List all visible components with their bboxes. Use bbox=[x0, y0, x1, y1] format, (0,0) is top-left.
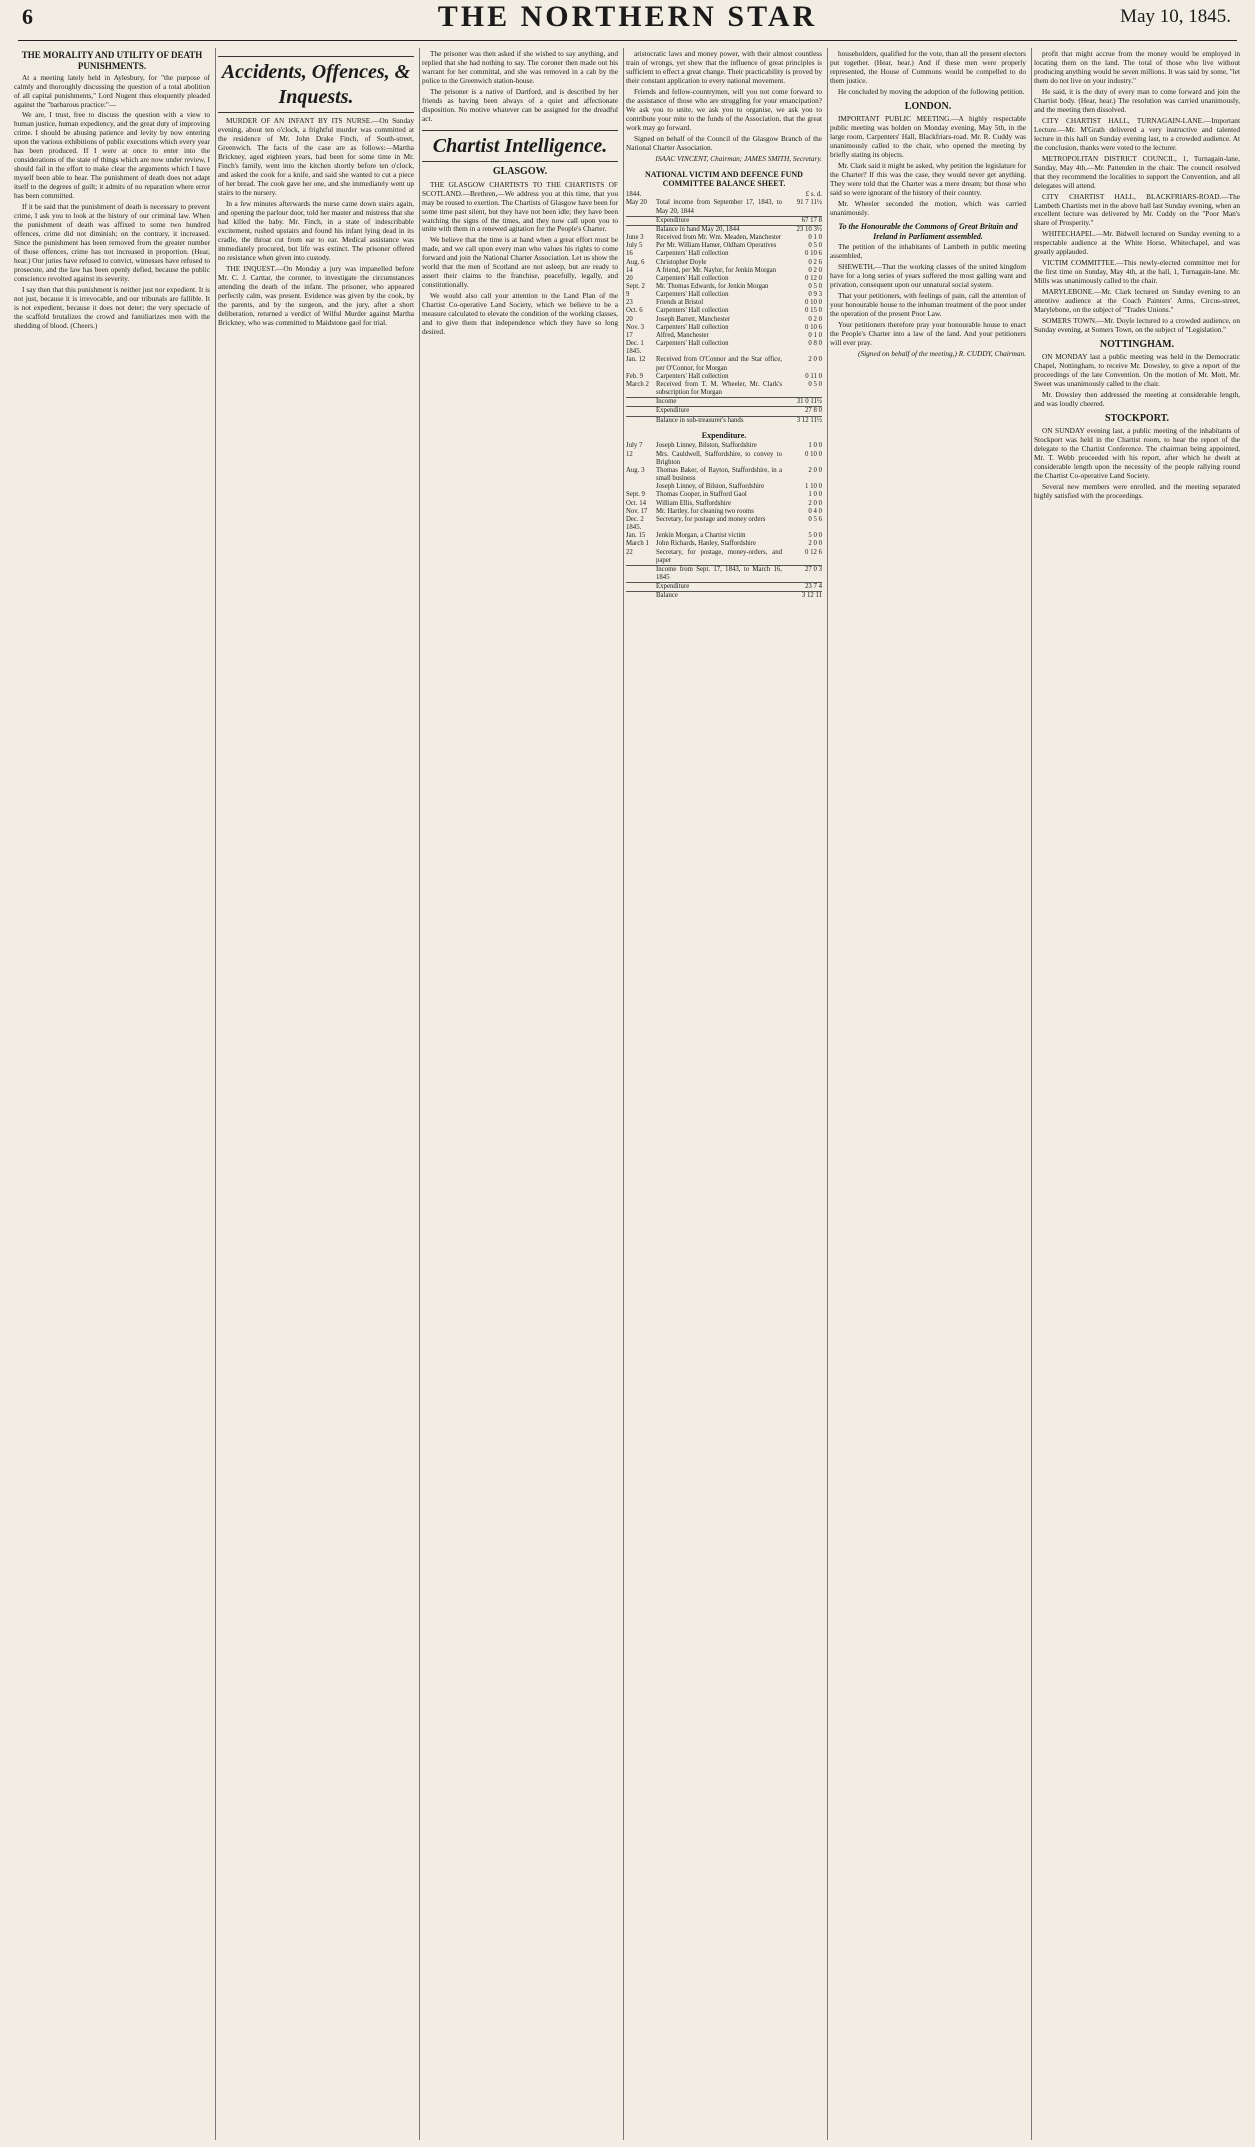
ledger-amount: 0 8 0 bbox=[808, 340, 822, 348]
ledger-row bbox=[626, 532, 822, 540]
ledger-description: Income bbox=[656, 398, 677, 406]
ledger-amount bbox=[782, 348, 822, 356]
ledger-date: March 1 bbox=[626, 540, 649, 548]
article-body bbox=[422, 181, 618, 337]
masthead-rule bbox=[18, 40, 1237, 41]
ledger-description: Joseph Linney, of Bilston, Staffordshire bbox=[656, 483, 765, 491]
london-report bbox=[830, 115, 1026, 218]
ledger-row bbox=[626, 242, 822, 250]
expenditure-ledger bbox=[626, 442, 822, 600]
ledger-date: 1845. bbox=[626, 524, 642, 532]
column-6 bbox=[1034, 50, 1240, 2138]
paragraph: profit that might accrue from the money would be employed in locating them on the land. The total of those who live without producing anything would be seven millions. It was said by some, "let them do not live on your industry." bbox=[1034, 50, 1240, 85]
column-5 bbox=[830, 50, 1026, 2138]
ledger-row bbox=[626, 416, 822, 425]
ledger-row bbox=[626, 592, 822, 601]
ledger-description: William Ellis, Staffordshire bbox=[656, 499, 731, 507]
ledger-date: 1845. bbox=[626, 348, 642, 356]
ledger-date bbox=[626, 398, 656, 407]
paragraph: WHITECHAPEL.—Mr. Bidwell lectured on Sunday evening to a respectable audience at the White Horse, Whitechapel, and was greatly applauded. bbox=[1034, 229, 1240, 257]
paragraph: That your petitioners, with feelings of pain, call the attention of your honourable house to the inhuman treatment of the poor under the operation of the present Poor Law. bbox=[830, 291, 1026, 319]
ledger-date: Jan. 12 bbox=[626, 356, 646, 364]
nottingham-report bbox=[1034, 353, 1240, 409]
ledger-description: Carpenters' Hall collection bbox=[656, 250, 729, 258]
ledger-row bbox=[626, 508, 822, 516]
paragraph: He said, it is the duty of every man to come forward and join the Chartist body. (Hear, hear.) The resolution was carried unanimously, and the meeting then dissolved. bbox=[1034, 86, 1240, 114]
paragraph: CITY CHARTIST HALL, TURNAGAIN-LANE.—Important Lecture.—Mr. M'Grath delivered a very instructive and talented lecture in this hall on Sunday evening last, to a crowded audience. At the conclusion, thanks were voted to the lecturer. bbox=[1034, 115, 1240, 152]
ledger-amount: 0 4 0 bbox=[808, 507, 822, 515]
paragraph: IMPORTANT PUBLIC MEETING.—A highly respectable public meeting was holden on Monday evening, May 5th, in the large room, Carpenters' Hall, Blackfriars-road. Mr. R. Cuddy was unanimously called to the chair, who opened the meeting by briefly stating its objects. bbox=[830, 114, 1026, 160]
ledger-date: Dec. 1 bbox=[626, 340, 644, 348]
article-body bbox=[218, 117, 414, 327]
ledger-row bbox=[626, 500, 822, 508]
article-body bbox=[1034, 50, 1240, 115]
ledger-date bbox=[626, 407, 656, 416]
ledger-description: Received from O'Connor and the Star office, per O'Connor, for Morgan bbox=[656, 356, 782, 372]
ledger-amount: 1 10 0 bbox=[805, 483, 822, 491]
subheading-stockport: STOCKPORT. bbox=[1104, 413, 1169, 425]
ledger-amount: 0 11 0 bbox=[805, 372, 822, 380]
column-rule bbox=[419, 48, 420, 2140]
paragraph: THE GLASGOW CHARTISTS TO THE CHARTISTS OF SCOTLAND.—Brethren,—We address you at this time, that you may be roused to exertion. The Chartists of Glasgow have been for some time past silent, but they have not been idle; they have been watching the signs of the times, and they now call upon you to unite with them in a renewed agitation for the People's Charter. bbox=[422, 179, 618, 234]
ledger-description: Carpenters' Hall collection bbox=[656, 274, 729, 282]
paragraph: THE INQUEST.—On Monday a jury was impanelled before Mr. C. J. Carttar, the coroner, to investigate the circumstances attending the death of the infant. The prisoner, who appeared perfectly calm, was present. Evidence was given by the cook, by the parents, and by the surgeon, and the jury, after a short deliberation, returned a verdict of Wilful Murder against Martha Brickney, who was committed to Maidstone gaol for trial. bbox=[218, 263, 414, 327]
ledger-date: Oct. 6 bbox=[626, 307, 643, 315]
subheading-london: LONDON. bbox=[904, 100, 952, 112]
ledger-amount: 67 17 8 bbox=[801, 216, 822, 224]
ledger-row bbox=[626, 583, 822, 592]
column-rule bbox=[623, 48, 624, 2140]
ledger-description: Received from T. M. Wheeler, Mr. Clark's subscription for Morgan bbox=[656, 380, 782, 397]
ledger-description: Christopher Doyle bbox=[656, 258, 707, 266]
article-body bbox=[626, 50, 822, 153]
ledger-amount: 0 2 6 bbox=[808, 258, 822, 266]
ledger-row bbox=[626, 483, 822, 491]
ledger-description: Expenditure bbox=[656, 407, 690, 415]
ledger-date bbox=[626, 483, 656, 491]
column-3 bbox=[422, 50, 618, 2138]
ledger-row bbox=[626, 283, 822, 291]
ledger-amount: 27 0 3 bbox=[805, 565, 822, 573]
ledger-description: Expenditure bbox=[656, 583, 690, 591]
ledger-description: Balance bbox=[656, 592, 678, 600]
ledger-row bbox=[626, 524, 822, 532]
ledger-date: Oct. 14 bbox=[626, 499, 647, 507]
paragraph: If it be said that the punishment of death is necessary to prevent crime, I ask you to look at the history of our criminal law. When the punishment of death was affixed to some two hundred offences, crime did not diminish; on the contrary, it increased. Since the punishment has been removed from the greater number of those offences, crime has not increased in proportion. (Hear, hear.) Our juries have refused to convict, witnesses have refused to prosecute, and the law has been openly defied, because the public conscience revolted against its severity. bbox=[14, 202, 210, 283]
ledger-amount: 23 10 3½ bbox=[796, 225, 822, 233]
ledger-amount: 1 0 0 bbox=[808, 442, 822, 450]
ledger-amount: 0 10 6 bbox=[805, 250, 822, 258]
ledger-description: Total income from September 17, 1843, to May 20, 1844 bbox=[656, 199, 782, 215]
ledger-row bbox=[626, 299, 822, 307]
ledger-date: 12 bbox=[626, 450, 633, 458]
ledger-description bbox=[656, 524, 782, 532]
ledger-amount: 0 12 0 bbox=[805, 274, 822, 282]
newspaper-title: THE NORTHERN STAR bbox=[437, 0, 818, 33]
ledger-row bbox=[626, 516, 822, 524]
ledger-description: Thomas Baker, of Rayton, Staffordshire, in a small business bbox=[656, 466, 782, 483]
stockport-report bbox=[1034, 427, 1240, 501]
ledger-date: July 5 bbox=[626, 242, 643, 250]
ledger-row bbox=[626, 267, 822, 275]
ledger-date: Sept. 9 bbox=[626, 491, 645, 499]
ledger-date: 17 bbox=[626, 331, 633, 339]
paragraph: The prisoner was then asked if she wished to say anything, and replied that she had nothing to say. The coroner then made out his warrant for her committal, and she was removed in a cab by the police to the Greenwich station-house. bbox=[422, 50, 618, 85]
ledger-description bbox=[656, 191, 782, 199]
ledger-amount: 2 0 0 bbox=[808, 499, 822, 507]
paragraph: ON MONDAY last a public meeting was held in the Democratic Chapel, Nottingham, to receive Mr. Dowsley, to give a report of the proceedings of the late Convention. On the motion of Mr. Mott, Mr. Sweet was unanimously called to the chair. bbox=[1034, 352, 1240, 389]
paragraph: In a few minutes afterwards the nurse came down stairs again, and opening the parlour door, told her master and mistress that she had killed the baby. Mr. Finch, in a state of indescribable excitement, rushed upstairs and found his infant lying dead in its cradle, the throat cut from ear to ear. Medical assistance was immediately procured, but life was extinct. The prisoner offered no resistance when given into custody. bbox=[218, 198, 414, 262]
ledger-date: Nov. 17 bbox=[626, 507, 648, 515]
signature: ISAAC VINCENT, Chairman; JAMES SMITH, Secretary. bbox=[655, 153, 822, 163]
ledger-description: Per Mr. William Hamer, Oldham Operatives bbox=[656, 242, 777, 250]
petition-text bbox=[830, 243, 1026, 348]
ledger-row bbox=[626, 565, 822, 582]
ledger-amount: 0 9 3 bbox=[808, 291, 822, 299]
expenditure-title: Expenditure. bbox=[701, 430, 747, 440]
ledger-row bbox=[626, 398, 822, 407]
ledger-date bbox=[626, 216, 656, 225]
ledger-date bbox=[626, 592, 656, 601]
petition-title: To the Honourable the Commons of Great Britain and Ireland in Parliament assembled. bbox=[838, 221, 1018, 241]
ledger-description: Thomas Cooper, in Stafford Gaol bbox=[656, 491, 747, 499]
ledger-date bbox=[626, 225, 656, 234]
paragraph: aristocratic laws and money power, with their almost countless train of wrongs, yet shew that the influence of great principles is sufficient to effect a great change. Their practicability is proved by their constant application to every national movement. bbox=[626, 50, 822, 85]
ledger-date: 22 bbox=[626, 548, 633, 556]
column-rule bbox=[1031, 48, 1032, 2140]
paragraph: SHEWETH,—That the working classes of the united kingdom have for a long series of years suffered the most galling want and privation, consequent upon our unnatural social system. bbox=[830, 262, 1026, 290]
ledger-description: Joseph Linney, Bilston, Staffordshire bbox=[656, 442, 757, 450]
ledger-amount: 1 0 0 bbox=[808, 491, 822, 499]
ledger-amount: 0 10 0 bbox=[805, 299, 822, 307]
ledger-date: Sept. 2 bbox=[626, 283, 645, 290]
paragraph: ON SUNDAY evening last, a public meeting of the inhabitants of Stockport was held in the Chartist room, to hear the report of the delegate to the Chartist Conference. The chairman being appointed, Mr. T. Webb proceeded with his report, after which he dwelt at considerable length upon the necessity of the people rallying round the Chartist Co-operative Land Society. bbox=[1034, 426, 1240, 481]
ledger-description: Mr. Hartley, for cleaning two rooms bbox=[656, 507, 754, 515]
ledger-description: Carpenters' Hall collection bbox=[656, 372, 729, 380]
section-heading-accidents: Accidents, Offences, & Inquests. bbox=[218, 56, 414, 113]
column-2 bbox=[218, 50, 414, 2138]
paragraph: We would also call your attention to the Land Plan of the Chartist Co-operative Land Society, which we believe to be a measure calculated to elevate the condition of the working classes, and to give them that independence which they have so long desired. bbox=[422, 291, 618, 337]
ledger-row bbox=[626, 491, 822, 499]
ledger-row bbox=[626, 324, 822, 332]
ledger-date: March 2 bbox=[626, 380, 649, 388]
ledger-date: July 7 bbox=[626, 442, 643, 450]
ledger-date: Jan. 15 bbox=[626, 532, 646, 540]
ledger-description: Carpenters' Hall collection bbox=[656, 323, 729, 331]
paragraph: CITY CHARTIST HALL, BLACKFRIARS-ROAD.—The Lambeth Chartists met in the above hall last Sunday evening, when an excellent lecture was delivered by Mr. Cuddy on the "Poor Man's share of Prosperity." bbox=[1034, 191, 1240, 228]
meeting-notices bbox=[1034, 117, 1240, 335]
ledger-row bbox=[626, 259, 822, 267]
article-body bbox=[830, 50, 1026, 97]
issue-date: May 10, 1845. bbox=[1120, 6, 1231, 27]
ledger-description bbox=[656, 348, 782, 356]
ledger-row bbox=[626, 467, 822, 483]
ledger-row bbox=[626, 540, 822, 548]
ledger-row bbox=[626, 234, 822, 242]
article-heading-death-punishments: THE MORALITY AND UTILITY OF DEATH PUNISHMENTS. bbox=[21, 50, 203, 71]
ledger-description: Carpenters' Hall collection bbox=[656, 340, 729, 348]
ledger-date: 20 bbox=[626, 274, 633, 282]
ledger-description: Carpenters' Hall collection bbox=[656, 307, 729, 315]
ledger-description: Secretary, for postage, money-orders, and paper bbox=[656, 548, 782, 564]
paragraph: At a meeting lately held in Aylesbury, for "the purpose of calmly and thoroughly discussing the question of a total abolition of all capital punishments," Lord Nugent thus eloquently pleaded against the "barbarous practice:"— bbox=[14, 72, 210, 109]
ledger-row bbox=[626, 225, 822, 234]
ledger-date bbox=[626, 416, 656, 425]
paragraph: Friends and fellow-countrymen, will you not come forward to the assistance of those who are struggling for your emancipation? We ask you to unite, we ask you to organise, we ask you to contribute your mite to the funds of the Association, that the great work may go forward. bbox=[626, 86, 822, 132]
ledger-description: Mr. Thomas Edwards, for Jenkin Morgan bbox=[656, 283, 769, 290]
ledger-date: 23 bbox=[626, 299, 633, 307]
ledger-description: Income from Sept. 17, 1843, to March 16, 1845 bbox=[656, 565, 782, 581]
ledger-row bbox=[626, 407, 822, 416]
masthead bbox=[0, 0, 1255, 42]
ledger-date: Nov. 3 bbox=[626, 323, 645, 331]
ledger-date: May 20 bbox=[626, 199, 647, 207]
ledger-date: 14 bbox=[626, 266, 633, 274]
ledger-description: Friends at Bristol bbox=[656, 299, 704, 307]
fund-balance-sheet-title: NATIONAL VICTIM AND DEFENCE FUND COMMITTEE BALANCE SHEET. bbox=[645, 169, 803, 189]
ledger-amount: 3 12 11 bbox=[801, 592, 822, 600]
ledger-amount: 0 2 0 bbox=[808, 266, 822, 274]
ledger-row bbox=[626, 250, 822, 258]
paragraph: The petition of the inhabitants of Lambeth in public meeting assembled, bbox=[830, 242, 1026, 261]
ledger-row bbox=[626, 216, 822, 225]
paragraph: He concluded by moving the adoption of the following petition. bbox=[838, 86, 1025, 96]
ledger-description: Joseph Barrett, Manchester bbox=[656, 315, 731, 323]
ledger-description: Expenditure bbox=[656, 216, 690, 224]
ledger-description: Carpenters' Hall collection bbox=[656, 291, 729, 299]
ledger-amount bbox=[782, 524, 822, 532]
ledger-amount: 0 1 0 bbox=[808, 234, 822, 242]
paragraph: We are, I trust, free to discuss the question with a view to human justice, human expediency, and the great duty of improving crime. I should be abusing patience and levity by now entering upon the various exhibitions of public executions which every year has been produced. If I were at once to enter into the considerations of the state of things which are now under review, I should fail in the effort to make clear the arguments which I have myself been able to hear. The punishment of death does not adapt itself to the degrees of guilt; it admits of no reparation where error has been committed. bbox=[14, 110, 210, 201]
paragraph: Mr. Clark said it might be asked, why petition the legislature for the Charter? If this was the case, they would never get anything. They were told that the Charter was a mere dream; but those who said so were ignorant of the history of their country. bbox=[830, 160, 1026, 197]
ledger-description: Alfred, Manchester bbox=[656, 331, 709, 339]
column-1 bbox=[14, 50, 210, 2138]
ledger-date: Dec. 2 bbox=[626, 515, 644, 523]
ledger-row bbox=[626, 307, 822, 315]
ledger-row bbox=[626, 356, 822, 372]
section-heading-chartist-intelligence: Chartist Intelligence. bbox=[422, 130, 618, 163]
ledger-date: 20 bbox=[626, 315, 633, 323]
paragraph: SOMERS TOWN.—Mr. Doyle lectured to a crowded audience, on Sunday evening, at Somers Town, on the subject of "Legislation." bbox=[1034, 316, 1240, 335]
ledger-row bbox=[626, 348, 822, 356]
income-ledger bbox=[626, 191, 822, 424]
ledger-description: Mrs. Cauldwell, Staffordshire, to convey to Brighton bbox=[656, 450, 782, 466]
ledger-row bbox=[626, 199, 822, 216]
ledger-row bbox=[626, 381, 822, 398]
ledger-date: Aug. 6 bbox=[626, 258, 645, 266]
ledger-date: Aug. 3 bbox=[626, 466, 645, 474]
paragraph: MARYLEBONE.—Mr. Clark lectured on Sunday evening to an attentive audience at the Coach Painters' Arms, Circus-street, Marylebone, on the subject of "Trades Unions." bbox=[1034, 287, 1240, 315]
ledger-date: 1844. bbox=[626, 191, 642, 199]
ledger-amount: 23 7 4 bbox=[805, 583, 822, 591]
ledger-description: John Richards, Hanley, Staffordshire bbox=[656, 540, 757, 548]
ledger-amount: 5 0 0 bbox=[808, 532, 822, 540]
subheading-glasgow: GLASGOW. bbox=[492, 166, 548, 178]
subheading-nottingham: NOTTINGHAM. bbox=[1099, 339, 1175, 351]
article-body bbox=[14, 74, 210, 331]
ledger-amount: 2 0 0 bbox=[808, 356, 822, 364]
ledger-amount: 27 8 0 bbox=[805, 407, 822, 415]
ledger-description: Received from Mr. Wm. Meaden, Manchester bbox=[656, 234, 782, 242]
column-4 bbox=[626, 50, 822, 2138]
ledger-amount: 0 1 0 bbox=[808, 331, 822, 339]
ledger-row bbox=[626, 549, 822, 566]
ledger-row bbox=[626, 373, 822, 381]
paragraph: The prisoner is a native of Dartford, and is described by her friends as having been always of a quiet and affectionate disposition. No motive whatever can be assigned for the dreadful act. bbox=[422, 86, 618, 123]
paragraph: Your petitioners therefore pray your honourable house to enact the People's Charter into a law of the land. And your petitioners will ever pray. bbox=[830, 320, 1026, 348]
column-rule bbox=[827, 48, 828, 2140]
ledger-date bbox=[626, 583, 656, 592]
ledger-amount: 0 12 6 bbox=[805, 548, 822, 556]
ledger-description: Jenkin Morgan, a Chartist victim bbox=[656, 532, 746, 540]
ledger-description: Balance in hand May 20, 1844 bbox=[656, 225, 740, 233]
paragraph: We believe that the time is at hand when a great effort must be made, and we call upon every man who values his rights to come forward and join the National Charter Association. Let us show the world that the men of Scotland are not asleep, but are ready to assert their claims to the franchise, peacefully, legally, and constitutionally. bbox=[422, 235, 618, 290]
ledger-amount: 0 5 0 bbox=[808, 242, 822, 250]
ledger-amount: £ s. d. bbox=[805, 191, 822, 199]
ledger-description: Balance in sub-treasurer's hands bbox=[656, 416, 744, 424]
page-number: 6 bbox=[22, 4, 33, 29]
ledger-amount: 0 15 0 bbox=[805, 307, 822, 315]
paragraph: householders, qualified for the vote, than all the present electors put together. (Hear, hear.) And if these men were properly represented, the House of Commons would be compelled to do them justice. bbox=[830, 50, 1026, 85]
paragraph: Signed on behalf of the Council of the Glasgow Branch of the National Charter Association. bbox=[626, 133, 822, 152]
ledger-amount: 0 10 0 bbox=[805, 450, 822, 458]
ledger-date: Feb. 9 bbox=[626, 372, 643, 380]
ledger-date bbox=[626, 565, 656, 582]
ledger-amount: 2 0 0 bbox=[808, 540, 822, 548]
column-rule bbox=[215, 48, 216, 2140]
ledger-row bbox=[626, 332, 822, 340]
ledger-amount: 2 0 0 bbox=[808, 466, 822, 474]
ledger-row bbox=[626, 316, 822, 324]
ledger-date: 16 bbox=[626, 250, 633, 258]
ledger-amount: 91 7 11½ bbox=[796, 199, 822, 207]
ledger-date: June 3 bbox=[626, 234, 644, 242]
ledger-date: 9 bbox=[626, 291, 630, 299]
ledger-row bbox=[626, 451, 822, 467]
signature: (Signed on behalf of the meeting,) R. CUDDY, Chairman. bbox=[858, 349, 1026, 359]
paragraph: Mr. Wheeler seconded the motion, which was carried unanimously. bbox=[830, 198, 1026, 217]
ledger-amount: 0 2 0 bbox=[808, 315, 822, 323]
ledger-amount: 0 10 6 bbox=[805, 323, 822, 331]
paragraph: Several new members were enrolled, and the meeting separated highly satisfied with the proceedings. bbox=[1034, 482, 1240, 501]
ledger-description: Secretary, for postage and money orders bbox=[656, 515, 766, 523]
ledger-amount: 0 5 0 bbox=[808, 380, 822, 388]
paragraph: MURDER OF AN INFANT BY ITS NURSE.—On Sunday evening, about ten o'clock, a frightful murder was committed at the residence of Mr. John Drake Finch, of South-street, Greenwich. The facts of the case are as follows:—Martha Brickney, aged eighteen years, had been for some time in Mr. Finch's family, went into the kitchen shortly before ten o'clock, and asked the cook for a knife, and said she wanted to cut a piece of her bread. The cook gave her one, and she immediately went up stairs to the nursery. bbox=[218, 116, 414, 197]
ledger-amount: 0 5 0 bbox=[808, 283, 822, 290]
ledger-row bbox=[626, 275, 822, 283]
paragraph: METROPOLITAN DISTRICT COUNCIL, 1, Turnagain-lane, Sunday, May 4th.—Mr. Pattenden in the chair. The council resolved that they recommend the localities to support the Convention, and all delegates will attend. bbox=[1034, 153, 1240, 190]
paragraph: VICTIM COMMITTEE.—This newly-elected committee met for the first time on Sunday, May 4th, at the hall, 1, Turnagain-lane. Mr. Mills was unanimously called to the chair. bbox=[1034, 258, 1240, 286]
ledger-amount: 0 5 6 bbox=[808, 515, 822, 523]
ledger-row bbox=[626, 191, 822, 199]
ledger-amount: 31 0 11½ bbox=[796, 398, 822, 406]
article-continuation bbox=[422, 50, 618, 124]
ledger-description: A friend, per Mr. Naylor, for Jenkin Morgan bbox=[656, 266, 777, 274]
ledger-row bbox=[626, 291, 822, 299]
paragraph: Mr. Dowsley then addressed the meeting at considerable length, and was loudly cheered. bbox=[1034, 390, 1240, 409]
ledger-row bbox=[626, 442, 822, 450]
paragraph: I say then that this punishment is neither just nor expedient. It is not just, because it is irrevocable, and our tribunals are fallible. It is not expedient, because it does not deter; the very spectacle of the scaffold brutalizes the crowd and familiarizes men with the shedding of blood. (Cheers.) bbox=[14, 284, 210, 330]
ledger-amount: 3 12 11½ bbox=[796, 416, 822, 424]
ledger-row bbox=[626, 340, 822, 348]
